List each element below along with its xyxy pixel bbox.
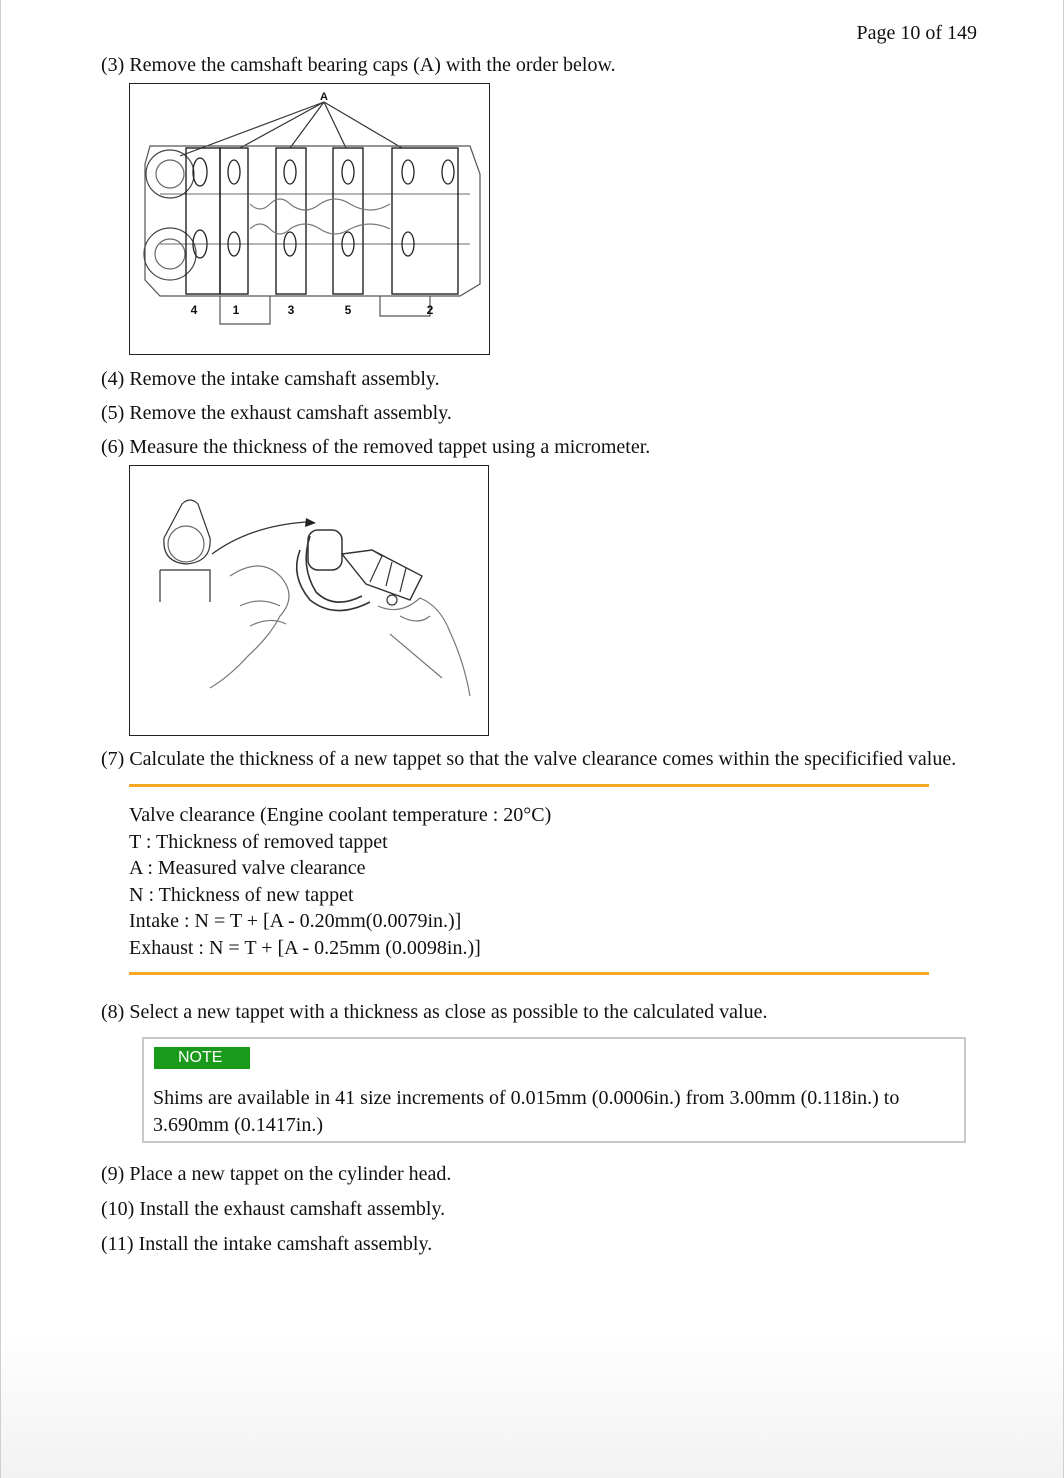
camshaft-diagram (130, 84, 488, 353)
step-7: (7) Calculate the thickness of a new tappet so that the valve clearance comes within the specificified value. (101, 748, 957, 770)
spec-line: Exhaust : N = T + [A - 0.25mm (0.0098in.)] (129, 937, 481, 959)
step-3: (3) Remove the camshaft bearing caps (A) with the order below. (101, 54, 616, 76)
order-label: 4 (190, 303, 198, 317)
step-8: (8) Select a new tappet with a thickness as close as possible to the calculated value. (101, 1001, 768, 1023)
camshaft-bearing-caps-figure (129, 83, 490, 355)
spec-bottom-rule (129, 972, 929, 975)
step-6: (6) Measure the thickness of the removed tappet using a micrometer. (101, 436, 651, 458)
micrometer-diagram (130, 466, 487, 734)
step-11: (11) Install the intake camshaft assembly. (101, 1233, 433, 1255)
note-box (142, 1037, 966, 1143)
note-badge: NOTE (154, 1047, 250, 1069)
step-4: (4) Remove the intake camshaft assembly. (101, 368, 440, 390)
order-label: 1 (232, 303, 240, 317)
spec-line: A : Measured valve clearance (129, 857, 366, 879)
order-label: 2 (426, 303, 434, 317)
spec-line: Valve clearance (Engine coolant temperature : 20°C) (129, 804, 552, 826)
note-text: Shims are available in 41 size increments of 0.015mm (0.0006in.) from 3.00mm (0.118in.) to 3.690mm (0.1417in.) (153, 1087, 900, 1136)
spec-line: Intake : N = T + [A - 0.20mm(0.0079in.)] (129, 910, 462, 932)
page-number: Page 10 of 149 (856, 22, 977, 44)
spec-line: N : Thickness of new tappet (129, 884, 354, 906)
order-label: 3 (287, 303, 295, 317)
step-10: (10) Install the exhaust camshaft assembly. (101, 1198, 446, 1220)
step-9: (9) Place a new tappet on the cylinder head. (101, 1163, 452, 1185)
micrometer-figure (129, 465, 489, 736)
figure-callout-a: A (320, 91, 328, 103)
spec-top-rule (129, 784, 929, 787)
spec-line: T : Thickness of removed tappet (129, 831, 388, 853)
step-5: (5) Remove the exhaust camshaft assembly. (101, 402, 452, 424)
order-label: 5 (344, 303, 352, 317)
